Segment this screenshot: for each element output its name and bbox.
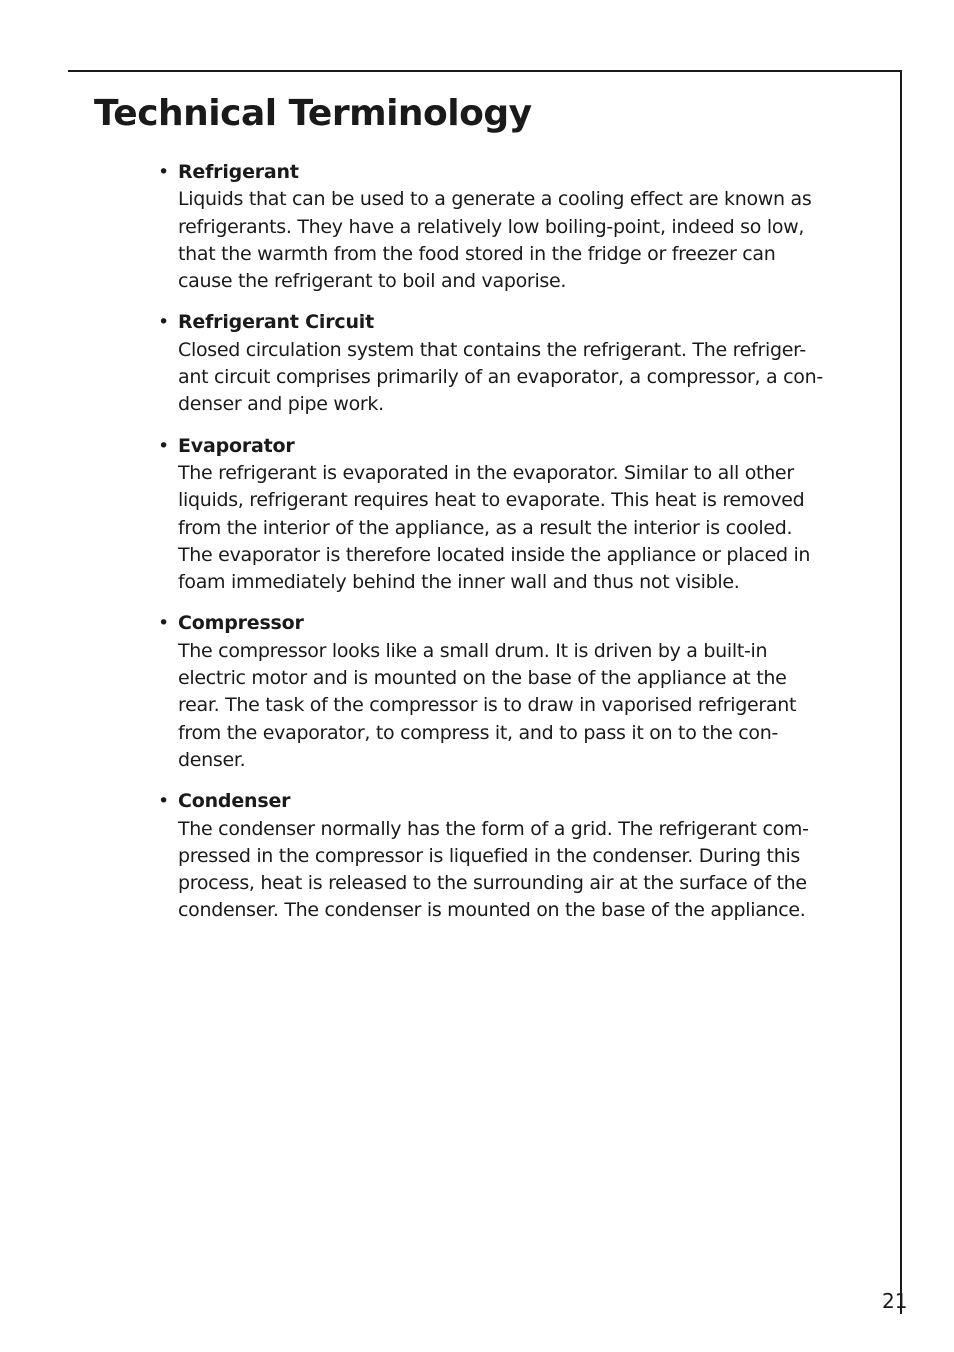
bullet: • bbox=[158, 311, 170, 334]
term-line: refrigerants. They have a relatively low boiling-point, indeed so low, bbox=[178, 215, 805, 238]
term-title: Refrigerant Circuit bbox=[178, 311, 374, 334]
term-compressor bbox=[158, 610, 888, 774]
term-title: Condenser bbox=[178, 790, 291, 813]
term-title: Evaporator bbox=[178, 434, 295, 457]
term-line: cause the refrigerant to boil and vaporise. bbox=[178, 270, 567, 293]
term-line: from the interior of the appliance, as a result the interior is cooled. bbox=[178, 516, 793, 539]
term-line: rear. The task of the compressor is to draw in vaporised refrigerant bbox=[178, 694, 797, 717]
term-description bbox=[178, 337, 888, 419]
term-description bbox=[178, 638, 888, 774]
term-condenser bbox=[158, 788, 888, 924]
bullet: • bbox=[158, 434, 170, 457]
term-title: Compressor bbox=[178, 612, 304, 635]
term-line: pressed in the compressor is liquefied in the condenser. During this bbox=[178, 844, 801, 867]
term-line: Closed circulation system that contains the refrigerant. The refriger- bbox=[178, 338, 806, 361]
term-line: liquids, refrigerant requires heat to evaporate. This heat is removed bbox=[178, 489, 805, 512]
term-line: that the warmth from the food stored in the fridge or freezer can bbox=[178, 242, 776, 265]
term-line: condenser. The condenser is mounted on the base of the appliance. bbox=[178, 899, 806, 922]
bullet: • bbox=[158, 790, 170, 813]
page-number: 21 bbox=[882, 1289, 908, 1313]
term-evaporator bbox=[158, 433, 888, 597]
term-line: The compressor looks like a small drum. It is driven by a built-in bbox=[178, 639, 768, 662]
term-line: foam immediately behind the inner wall and thus not visible. bbox=[178, 571, 740, 594]
term-line: denser. bbox=[178, 748, 246, 771]
bullet: • bbox=[158, 612, 170, 635]
term-line: Liquids that can be used to a generate a cooling effect are known as bbox=[178, 188, 812, 211]
term-refrigerant bbox=[158, 159, 888, 295]
term-refrigerant-circuit bbox=[158, 309, 888, 418]
term-line: The refrigerant is evaporated in the evaporator. Similar to all other bbox=[178, 461, 794, 484]
term-line: The evaporator is therefore located inside the appliance or placed in bbox=[178, 543, 811, 566]
term-line: denser and pipe work. bbox=[178, 393, 384, 416]
side-rule bbox=[900, 70, 902, 1314]
term-list bbox=[158, 159, 888, 939]
term-line: electric motor and is mounted on the base of the appliance at the bbox=[178, 667, 787, 690]
term-line: process, heat is released to the surrounding air at the surface of the bbox=[178, 872, 807, 895]
page-title: Technical Terminology bbox=[94, 93, 532, 134]
bullet: • bbox=[158, 161, 170, 183]
top-rule bbox=[68, 70, 902, 72]
term-description bbox=[178, 816, 888, 925]
term-description bbox=[178, 186, 888, 295]
term-line: The condenser normally has the form of a grid. The refrigerant com- bbox=[178, 817, 809, 840]
term-line: from the evaporator, to compress it, and to pass it on to the con- bbox=[178, 721, 779, 744]
term-line: ant circuit comprises primarily of an evaporator, a compressor, a con- bbox=[178, 366, 823, 389]
term-description bbox=[178, 460, 888, 596]
term-title: Refrigerant bbox=[178, 161, 299, 183]
